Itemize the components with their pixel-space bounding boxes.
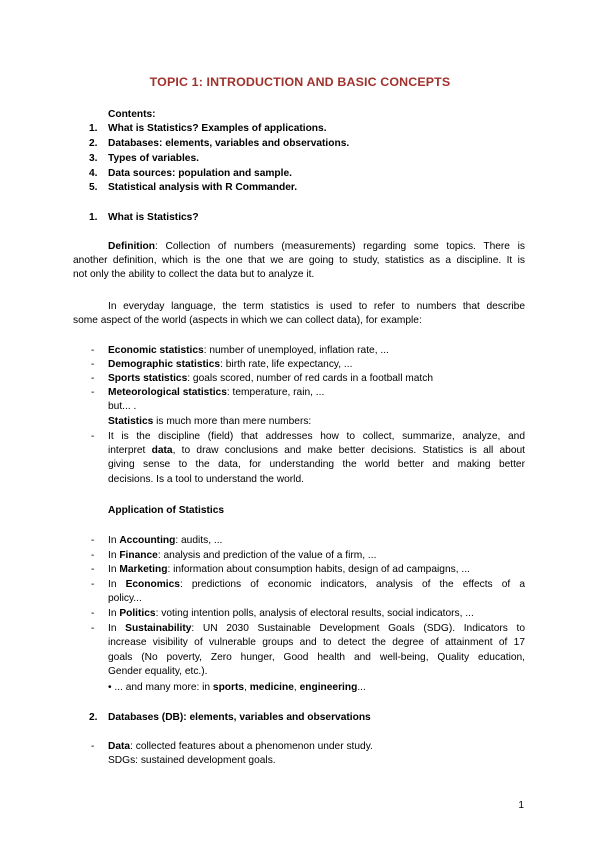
list-dash: - bbox=[91, 564, 95, 575]
list-item: In Sustainability: UN 2030 Sustainable Development Goals (SDG). Indicators to bbox=[108, 623, 526, 634]
definition-line: Definition: Collection of numbers (measurements) regarding some topics. There is bbox=[108, 241, 525, 252]
contents-number: 4. bbox=[89, 168, 98, 179]
contents-number: 1. bbox=[89, 123, 98, 134]
list-dash: - bbox=[91, 345, 95, 356]
list-item-continuation: increase visibility of vulnerable groups and to detect the degree of attainment of 17 bbox=[108, 637, 525, 648]
list-dash: - bbox=[91, 623, 95, 634]
list-item: Economic statistics: number of unemployed, inflation rate, ... bbox=[108, 345, 389, 356]
many-more-line: • ... and many more: in sports, medicine, engineering... bbox=[108, 682, 366, 693]
contents-item: Statistical analysis with R Commander. bbox=[108, 182, 298, 193]
definition-line: not only the ability to collect the data but to analyze it. bbox=[73, 269, 315, 280]
list-item: In Politics: voting intention polls, analysis of electoral results, social indicators, ... bbox=[108, 608, 474, 619]
section-heading: What is Statistics? bbox=[108, 212, 199, 223]
list-item: In Economics: predictions of economic indicators, analysis of the effects of a bbox=[108, 579, 525, 590]
list-item: Demographic statistics: birth rate, life expectancy, ... bbox=[108, 359, 353, 370]
discipline-line: giving sense to the data, for understanding the world better and making better bbox=[108, 459, 525, 470]
contents-number: 3. bbox=[89, 153, 98, 164]
definition-line: another definition, which is the one that we are going to study, statistics as a discipline. It is bbox=[73, 255, 525, 266]
page-title: TOPIC 1: INTRODUCTION AND BASIC CONCEPTS bbox=[149, 75, 451, 89]
page-number: 1 bbox=[518, 800, 524, 811]
list-item: In Accounting: audits, ... bbox=[108, 535, 223, 546]
list-dash: - bbox=[91, 550, 95, 561]
application-heading: Application of Statistics bbox=[108, 505, 225, 516]
list-item-continuation: goals (No poverty, Zero hunger, Good health and well-being, Quality education, bbox=[108, 652, 525, 663]
paragraph-line: some aspect of the world (aspects in which we can collect data), for example: bbox=[73, 315, 422, 326]
list-dash: - bbox=[91, 387, 95, 398]
list-dash: - bbox=[91, 608, 95, 619]
but-text: but... . bbox=[108, 401, 137, 412]
contents-item: Data sources: population and sample. bbox=[108, 168, 292, 179]
list-dash: - bbox=[91, 359, 95, 370]
statistics-more-line: Statistics is much more than mere numbers: bbox=[108, 416, 312, 427]
discipline-line: decisions. Is a tool to understand the world. bbox=[108, 474, 304, 485]
section-number: 1. bbox=[89, 212, 98, 223]
section-heading: Databases (DB): elements, variables and observations bbox=[108, 712, 371, 723]
list-item: In Marketing: information about consumption habits, design of ad campaigns, ... bbox=[108, 564, 470, 575]
list-item-continuation: Gender equality, etc.). bbox=[108, 666, 208, 677]
contents-number: 2. bbox=[89, 138, 98, 149]
paragraph-line: In everyday language, the term statistics is used to refer to numbers that describe bbox=[108, 301, 525, 312]
list-item-continuation: policy... bbox=[108, 593, 142, 604]
list-dash: - bbox=[91, 579, 95, 590]
definition-term: Definition bbox=[108, 241, 155, 252]
discipline-line: interpret data, to draw conclusions and make better decisions. Statistics is all about bbox=[108, 445, 525, 456]
section-number: 2. bbox=[89, 712, 98, 723]
list-item: Meteorological statistics: temperature, rain, ... bbox=[108, 387, 325, 398]
list-dash: - bbox=[91, 431, 95, 442]
contents-item: Databases: elements, variables and observations. bbox=[108, 138, 350, 149]
list-dash: - bbox=[91, 741, 95, 752]
contents-item: Types of variables. bbox=[108, 153, 199, 164]
discipline-line: It is the discipline (field) that addresses how to collect, summarize, analyze, and bbox=[108, 431, 525, 442]
list-item: Data: collected features about a phenomenon under study. bbox=[108, 741, 373, 752]
list-item-continuation: SDGs: sustained development goals. bbox=[108, 755, 276, 766]
contents-item: What is Statistics? Examples of applications. bbox=[108, 123, 327, 134]
contents-number: 5. bbox=[89, 182, 98, 193]
list-dash: - bbox=[91, 535, 95, 546]
contents-heading: Contents: bbox=[108, 109, 156, 120]
list-item: Sports statistics: goals scored, number of red cards in a football match bbox=[108, 373, 434, 384]
list-item: In Finance: analysis and prediction of the value of a firm, ... bbox=[108, 550, 377, 561]
list-dash: - bbox=[91, 373, 95, 384]
